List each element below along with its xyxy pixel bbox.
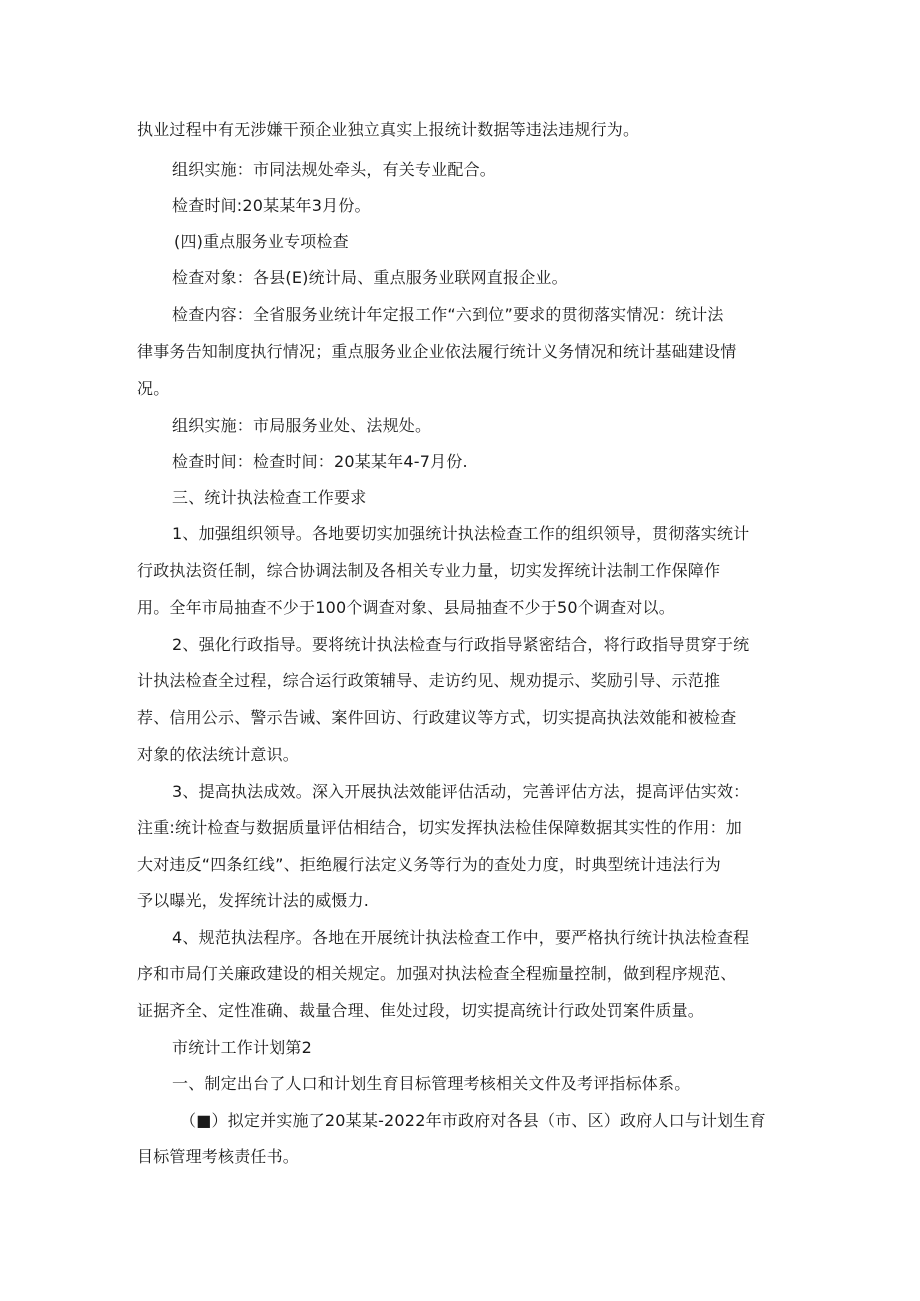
body-line: 证据齐全、定性准确、裁量合理、隹处过段，切实提高统计行政处罚案件质量。 xyxy=(137,1001,705,1020)
body-line: 予以曝光，发挥统计法的威慑力. xyxy=(137,891,370,910)
body-line: 检查内容：全省服务业统计年定报工作“六到位”要求的贯彻落实情况：统计法 xyxy=(172,305,724,324)
body-line: 荐、信用公示、警示告诫、案件回访、行政建议等方式，切实提高执法效能和被检查 xyxy=(137,708,737,727)
body-line: （■）拟定并实施了20某某-2022年市政府对各县（市、区）政府人口与计划生育 xyxy=(180,1111,766,1130)
body-line: 1、加强组织领导。各地要切实加强统计执法检查工作的组织领导，贯彻落实统计 xyxy=(172,524,750,543)
body-line: 2、强化行政指导。要将统计执法检查与行政指导紧密结合，将行政指导贯穿于统 xyxy=(172,635,750,654)
body-line: 注重:统计检查与数据质量评估相结合，切实发挥执法检佳保障数据其实性的作用：加 xyxy=(137,818,742,837)
section-heading: 三、统计执法检查工作要求 xyxy=(172,488,367,507)
body-line: 目标管理考核责任书。 xyxy=(137,1147,300,1166)
body-line: 况。 xyxy=(137,379,170,398)
body-line: 组织实施：市同法规处牵头，有关专业配合。 xyxy=(172,160,497,179)
body-line: 组织实施：市局服务业处、法规处。 xyxy=(172,416,432,435)
body-line: 4、规范执法程序。各地在开展统计执法检查工作中，要严格执行统计执法检查程 xyxy=(172,928,750,947)
body-line: 行政执法资任制，综合协调法制及各相关专业力量，切实发挥统计法制工作保障作 xyxy=(137,561,721,580)
body-line: 检查对象：各县(E)统计局、重点服务业联网直报企业。 xyxy=(172,268,568,287)
body-line: 律事务告知制度执行情况；重点服务业企业依法履行统计义务情况和统计基础建设情 xyxy=(137,342,737,361)
body-line: 检查时间：检查时间：20某某年4-7月份. xyxy=(172,452,468,471)
body-line: 序和市局仃关廉政建设的相关规定。加强对执法检查全程痂量控制，做到程序规范、 xyxy=(137,964,737,983)
body-line: 执业过程中有无涉嫌干预企业独立真实上报统计数据等违法违规行为。 xyxy=(137,120,640,139)
body-line: 3、提高执法成效。深入开展执法效能评估活动，完善评估方法，提高评估实效： xyxy=(172,782,750,801)
section-heading: (四)重点服务业专项检查 xyxy=(174,232,349,251)
section-heading: 市统计工作计划第2 xyxy=(172,1038,312,1057)
body-line: 用。全年市局抽查不少于100个调查对象、县局抽查不少于50个调查对以。 xyxy=(137,598,675,617)
body-line: 一、制定出台了人口和计划生育目标管理考核相关文件及考评指标体系。 xyxy=(172,1074,691,1093)
body-line: 计执法检查全过程，综合运行政策辅导、走访约见、规劝提示、奖励引导、示范推 xyxy=(137,671,721,690)
body-line: 检查时间:20某某年3月份。 xyxy=(172,196,371,215)
body-line: 对象的依法统计意识。 xyxy=(137,745,300,764)
body-line: 大对违反“四条红线”、拒绝履行法定义务等行为的查处力度，时典型统计违法行为 xyxy=(137,855,721,874)
